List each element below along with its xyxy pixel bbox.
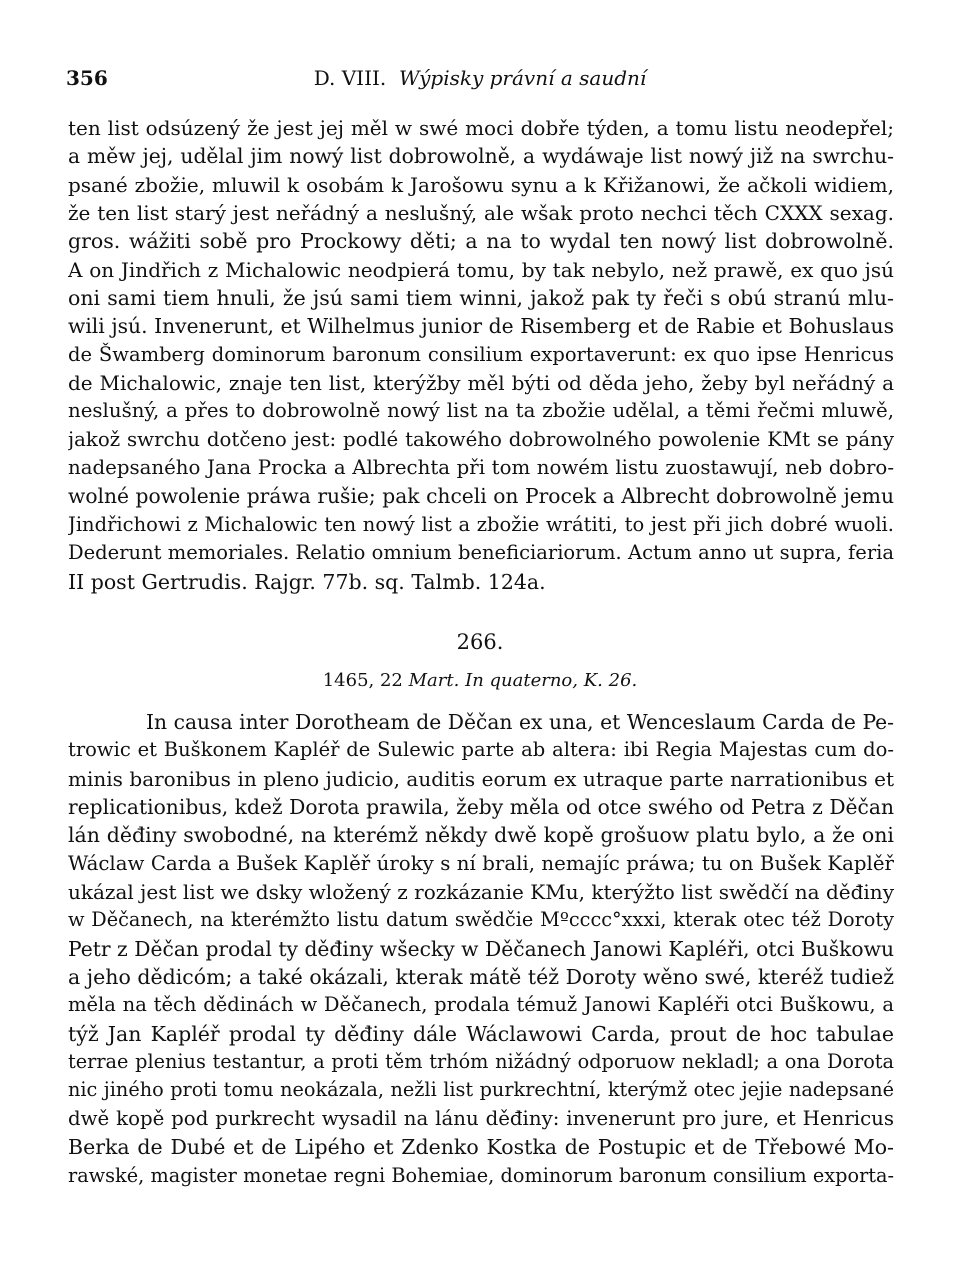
text-line: jakož swrchu dotčeno jest: podlé takowého dobrowolného powolenie KMt se pány xyxy=(68,427,894,451)
text-line: minis baronibus in pleno judicio, auditis eorum ex utraque parte narrationibus et xyxy=(68,766,894,791)
entry-date: 1465, 22 xyxy=(322,670,403,691)
section-title: Wýpisky právní a saudní xyxy=(398,66,647,90)
text-line: Petr z Děčan prodal ty děđiny wšecky w Děčanech Janowi Kapléři, otci Buškowu xyxy=(68,936,894,961)
text-line: že ten list starý jest neřádný a neslušný, ale wšak proto nechci těch CXXX sexag. xyxy=(68,201,894,226)
text-line: týž Jan Kapléř prodal ty děđiny dále Wáclawowi Carda, prout de hoc tabulae xyxy=(68,1021,894,1046)
text-line: ukázal jest list we dsky wložený z rozkázanie KMu, kterýžto list swědčí na děđiny xyxy=(68,880,894,905)
text-line: Wáclaw Carda a Bušek Kaplěř úroky s ní brali, nemajíc práwa; tu on Bušek Kaplěř xyxy=(68,851,894,875)
entry-source: In quaterno, xyxy=(465,670,578,691)
text-line: rawské, magister monetae regni Bohemiae, dominorum baronum consilium exporta- xyxy=(68,1163,894,1187)
text-line: psané zbožie, mluwil k osobám k Jarošowu synu a k Křižanowi, že ačkoli widiem, xyxy=(68,172,894,197)
text-line: Dederunt memoriales. Relatio omnium beneficiariorum. Actum anno ut supra, feria xyxy=(68,541,894,565)
text-line: terrae plenius testantur, a proti těm trhóm nižádný odporuow nekladl; a ona Dorota xyxy=(68,1050,894,1074)
text-line: měla na těch dědinách w Děčanech, prodala témuž Janowi Kapléři otci Buškowu, a xyxy=(68,993,894,1017)
text-line: ten list odsúzený že jest jej měl w swé moci dobře týden, a tomu listu neodepřel; xyxy=(68,116,894,140)
text-line: a jeho dědicóm; a také okázali, kterak mátě též Doroty wěno swé, kteréž tudiež xyxy=(68,965,894,990)
text-line: lán děđiny swobodné, na kterémž někdy dwě kopě grošuow platu bylo, a že oni xyxy=(68,823,894,848)
text-line: wili jsú. Invenerunt, et Wilhelmus junior de Risemberg et de Rabie et Bohuslaus xyxy=(68,314,894,339)
text-line: oni sami tiem hnuli, že jsú sami tiem winni, jakož pak ty řeči s obú stranú mlu- xyxy=(68,286,894,311)
text-line: nic jiného proti tomu neokázala, nežli list purkrechtní, kterýmž otec jejie nadepsané xyxy=(68,1078,894,1102)
text-line: A on Jindřich z Michalowic neodpierá tomu, by tak nebylo, než prawě, ex quo jsú xyxy=(68,257,894,282)
page-number: 356 xyxy=(66,66,108,90)
text-line: Jindřichowi z Michalowic ten nowý list a zbožie wrátiti, to jest při jich dobré wuoli. xyxy=(68,512,894,536)
text-line: gros. wážiti sobě pro Prockowy děti; a na to wydal ten nowý list dobrowolně. xyxy=(68,229,894,254)
entry-dateline xyxy=(0,670,960,691)
text-line: wolné powolenie práwa rušie; pak chceli on Procek a Albrecht dobrowolně jemu xyxy=(68,484,894,509)
text-line: de Šwamberg dominorum baronum consilium exportaverunt: ex quo ipse Henricus xyxy=(68,342,894,366)
text-line: replicationibus, kdež Dorota prawila, žeby měla od otce swého od Petra z Děčan xyxy=(68,795,894,820)
text-line: nadepsaného Jana Procka a Albrechta při tom nowém listu zuostawují, neb dobro- xyxy=(68,456,894,480)
running-header xyxy=(66,66,894,96)
text-block-entry-266 xyxy=(68,708,894,1190)
text-line: a měw jej, udělal jim nowý list dobrowolně, a wydáwaje list nowý již na swrchu- xyxy=(68,144,894,169)
text-line: de Michalowic, znaje ten list, kterýžby měl býti od děda jeho, žeby byl neřádný a xyxy=(68,371,894,396)
text-block-continued xyxy=(68,114,894,596)
text-line: Berka de Dubé et de Lipého et Zdenko Kostka de Postupic et de Třebowé Mo- xyxy=(68,1135,894,1160)
entry-source-ref: K. 26. xyxy=(583,670,638,691)
section-number: D. VIII. xyxy=(313,66,387,90)
text-line: neslušný, a přes to dobrowolně nowý list na ta zbožie udělal, a těmi řečmi mluwě, xyxy=(68,399,894,423)
text-line: dwě kopě pod purkrecht wysadil na lánu děđiny: invenerunt pro jure, et Henricus xyxy=(68,1106,894,1130)
text-line: In causa inter Dorotheam de Děčan ex una, et Wenceslaum Carda de Pe- xyxy=(146,710,894,734)
text-line: w Děčanech, na kterémžto listu datum swědčie Mºcccc°xxxi, kterak otec též Doroty xyxy=(68,908,894,932)
text-line: trowic et Buškonem Kapléř de Sulewic parte ab altera: ibi Regia Majestas cum do- xyxy=(68,738,894,762)
header-title xyxy=(66,66,894,90)
entry-number: 266. xyxy=(456,630,504,654)
entry-month: Mart. xyxy=(408,670,460,691)
text-line: II post Gertrudis. Rajgr. 77b. sq. Talmb. 124a. xyxy=(68,569,546,594)
